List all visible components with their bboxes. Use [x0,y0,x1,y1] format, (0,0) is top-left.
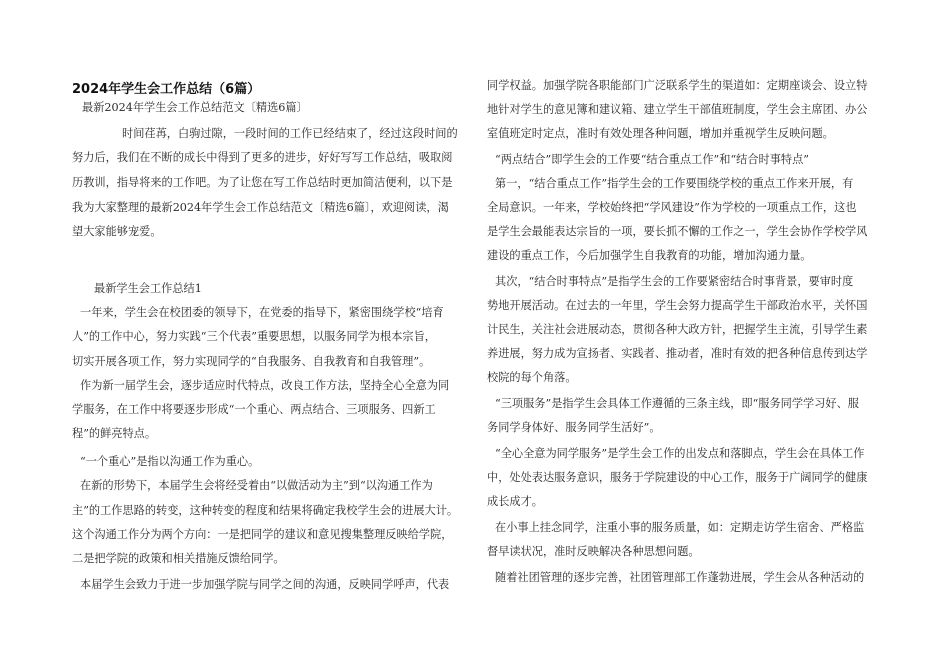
left-line: 望大家能够宠爱。 [72,225,162,238]
left-line: 我为大家整理的最新2024年学生会工作总结范文〔精选6篇〕，欢迎阅读，渴 [72,201,449,214]
left-line: 这个沟通工作分为两个方向：一是把同学的建议和意见搜集整理反映给学院， [72,528,453,541]
left-line: 在新的形势下，本届学生会将经受着由“以做活动为主”到“以沟通工作为 [80,479,433,492]
right-line: 督早读状况，准时反映解决各种思想问题。 [487,545,700,558]
left-line: 作为新一届学生会，逐步适应时代特点，改良工作方法，坚持全心全意为同 [80,379,450,392]
right-line: 中，处处表达服务意识，服务于学院建设的中心工作，服务于广阔同学的健康 [487,471,868,484]
right-line: 在小事上挂念同学，注重小事的服务质量，如：定期走访学生宿舍、严格监 [495,521,865,534]
left-line: “一个重心”是指以沟通工作为重心。 [80,455,260,468]
right-line: 计民生，关注社会进展动态，贯彻各种大政方针，把握学生主流，引导学生素 [487,323,868,336]
left-line: 最新2024年学生会工作总结范文〔精选6篇〕 [82,101,308,114]
right-line: 校院的每个角落。 [487,371,577,384]
left-line: 最新学生会工作总结1 [94,282,202,295]
document-title: 2024年学生会工作总结（6篇） [72,82,261,97]
right-line: “两点结合”即学生会的工作要“结合重点工作”和“结合时事特点” [495,153,810,166]
left-line: 程”的鲜亮特点。 [72,427,157,440]
right-line: 务同学身体好、服务同学生活好”。 [487,421,661,434]
left-line: 主”的工作思路的转变，这种转变的程度和结果将确定我校学生会的进展大计。 [72,504,459,517]
right-line: 其次，“结合时事特点”是指学生会的工作要紧密结合时事背景，要审时度 [495,275,854,288]
right-line: 是学生会最能表达宗旨的一项，要长抓不懈的工作之一，学生会协作学校学风 [487,225,868,238]
right-line: “三项服务”是指学生会具体工作遵循的三条主线，即“服务同学学习好、服 [495,397,859,410]
left-line: 切实开展各项工作，努力实现同学的“自我服务、自我教育和自我管理”。 [72,355,431,368]
left-line: 一年来，学生会在校团委的领导下，在党委的指导下，紧密围绕学校“培育 [80,306,444,319]
left-line: 努力后，我们在不断的成长中得到了更多的进步，好好写写工作总结，吸取阅 [72,151,453,164]
left-line: 本届学生会致力于进一步加强学院与同学之间的沟通，反映同学呼声，代表 [80,578,450,591]
right-line: 地针对学生的意见簿和建议箱、建立学生干部值班制度，学生会主席团、办公 [487,103,868,116]
left-line: 时间荏苒，白驹过隙，一段时间的工作已经结束了，经过这段时间的 [122,127,458,140]
right-line: 成长成才。 [487,495,543,508]
right-line: “全心全意为同学服务”是学生会工作的出发点和落脚点，学生会在具体工作 [495,447,865,460]
right-line: 建设的重点工作，今后加强学生自我教育的功能，增加沟通力量。 [487,249,812,262]
right-line: 全局意识。一年来，学校始终把“学风建设”作为学校的一项重点工作，这也 [487,201,857,214]
left-line: 历教训，指导将来的工作吧。为了让您在写工作总结时更加简洁便利，以下是 [72,176,453,189]
right-line: 随着社团管理的逐步完善，社团管理部工作蓬勃进展，学生会从各种活动的 [495,571,865,584]
left-line: 学服务，在工作中将要逐步形成“一个重心、两点结合、三项服务、四新工 [72,403,436,416]
left-line: 二是把学院的政策和相关措施反馈给同学。 [72,552,285,565]
left-line: 人”的工作中心，努力实践“三个代表”重要思想，以服务同学为根本宗旨， [72,330,436,343]
right-line: 第一，“结合重点工作”指学生会的工作要围绕学校的重点工作来开展，有 [495,177,854,190]
right-line: 室值班定时定点，准时有效处理各种问题，增加并重视学生反映问题。 [487,127,834,140]
right-line: 养进展，努力成为宣扬者、实践者、推动者，准时有效的把各种信息传到达学 [487,347,868,360]
right-line: 势地开展活动。在过去的一年里，学生会努力提高学生干部政治水平，关怀国 [487,299,868,312]
right-line: 同学权益。加强学院各职能部门广泛联系学生的渠道如：定期座谈会、设立特 [487,79,868,92]
